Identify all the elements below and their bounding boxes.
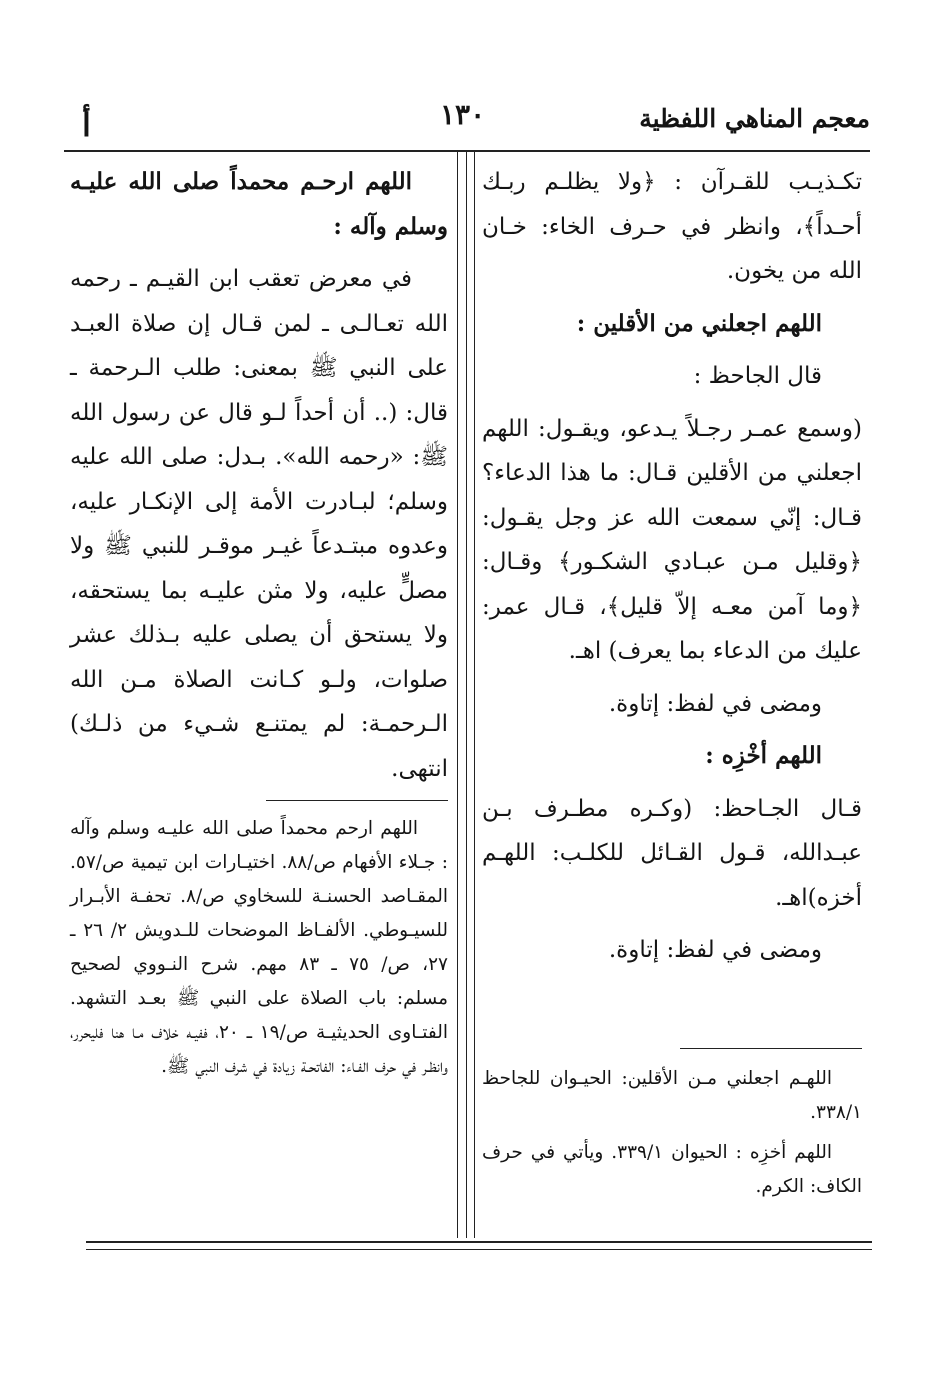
footnote-aqallin: اللهـم اجعلني مـن الأقلين: الحيـوان للجاحظ ٣٣٨/١. — [482, 1068, 862, 1123]
paragraph-umar-story: (وسمع عمـر رجـلاً يـدعو، ويقـول: اللهم اجعلني من الأقلين قـال: ما هذا الدعاء؟ قـال: إنّي سمعت الله عز وجل يقـول: ﴿وقليل مـن عبـادي الشكـور﴾ وقـال: ﴿وما آمن معـه إلاّ قليل﴾، قـال عمر: عليك من الدعاء بما يعرف) اهـ. — [482, 415, 862, 664]
entry-heading-irham: اللهم ارحـم محمداً صلى الله عليـه وسلم وآله : — [70, 168, 448, 240]
right-column — [482, 160, 862, 981]
cross-reference-1: ومضى في لفظ: إتاوة. — [608, 690, 822, 717]
footnotes-right — [482, 1062, 862, 1210]
footnote-irham: اللهم ارحم محمداً صلى الله عليـه وسلم وآله : جـلاء الأفهام ص/٨٨. اختيـارات ابن تيمية ص/٥٧. المقـاصد الحسنـة للسخاوي ص/٨. تحفـة الأبـرار للسيـوطي. الألفـاظ الموضحات للـدويش ٢/ ٢٦ ـ ٢٧، ص/ ٧٥ ـ ٨٣ مهم. شرح النـووي لصحيح مسلم: باب الصلاة على النبي ﷺ بعـد التشهد. الفتـاوى الحديثيـة ص/١٩ ـ ٢٠، ففيـه خلاف مـا هنا فليحرر، وانظـر في حرف الفـاء: الفاتحـة زيادة في شرف النبي ﷺ. — [70, 818, 449, 1077]
footer-rule-thick — [86, 1241, 872, 1243]
paragraph-ibn-qayyim: في معرض تعقب ابن القيـم ـ رحمه الله تعـالـى ـ لمن قـال إن صلاة العبـد على النبي ﷺ بمعنى: طلب الـرحمة ـ قال: (.. أن أحداً لـو قال عن رسول الله ﷺ: «رحمه الله». بـدل: صلى الله عليه وسلم؛ لبـادرت الأمة إلى الإنكـار عليه، وعدوه مبتـدعاً غيـر موقـر للنبي ﷺ ولا مصلٍّ عليه، ولا مثن عليـه بما يستحقه، ولا يستحق أن يصلى عليه بـذلك عشر صلوات، ولـو كـانت الصلاة مـن الله الـرحمـة: لم يمتنـع شـيء من ذلـك) انتهى. — [70, 266, 448, 782]
footer-rule-thin — [86, 1249, 872, 1250]
paragraph-takdheeb: تكـذيـب للقـرآن : ﴿ولا يظلـم ربـك أحـداً﴾، وانظر في حـرف الخاء: خـان الله من يخون. — [482, 169, 862, 284]
left-column — [70, 160, 448, 799]
entry-heading-aqallin: اللهم اجعلني من الأقلين : — [576, 309, 822, 337]
cross-reference-2: ومضى في لفظ: إتاوة. — [608, 937, 822, 963]
section-letter: أ — [82, 106, 91, 144]
page-header — [60, 98, 870, 148]
column-divider-right — [474, 152, 475, 1238]
footnote-rule-right — [680, 1048, 862, 1049]
page-number: ١٣٠ — [440, 98, 486, 131]
running-title: معجم المناهي اللفظية — [639, 104, 870, 133]
footnote-left — [70, 812, 448, 1090]
column-divider-middle — [466, 152, 467, 1238]
column-divider-left — [457, 152, 458, 1238]
entry-heading-akhzih: اللهم أخْزِه : — [705, 742, 822, 769]
footnote-akhzih: اللهم أخزِه : الحيوان ٣٣٩/١. ويأتي في حرف الكاف: الكرم. — [482, 1142, 862, 1197]
footnote-rule-left — [266, 800, 448, 801]
header-rule — [64, 150, 870, 152]
paragraph-mutarrif: قـال الجـاحظ: (وكـره مطـرف بـن عبـدالله، قـول القـائل للكلـب: اللهـم أخزه)اهـ. — [482, 795, 862, 911]
citation-jahiz-1: قال الجاحظ : — [693, 363, 822, 389]
